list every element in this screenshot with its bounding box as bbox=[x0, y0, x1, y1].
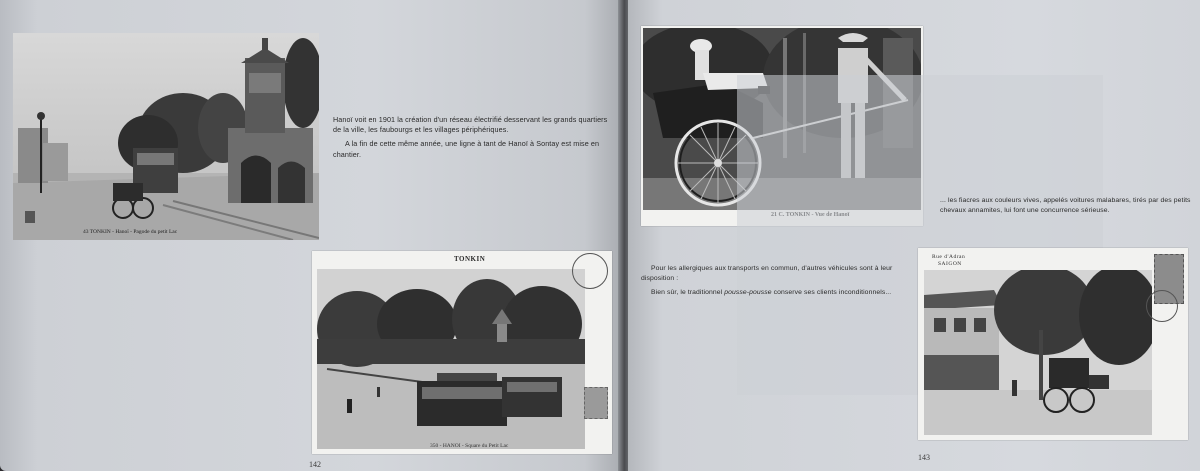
page-number: 142 bbox=[309, 460, 321, 469]
text-run-italic: pousse-pousse bbox=[724, 289, 772, 296]
paragraph bbox=[641, 288, 911, 298]
postage-stamp bbox=[584, 387, 608, 419]
photo-saigon-street bbox=[924, 270, 1152, 435]
postcard-title-line: Rue d'Adran bbox=[932, 254, 966, 260]
postmark-stamp bbox=[572, 253, 608, 289]
left-text-block bbox=[333, 115, 611, 164]
postcard-title-line: SAIGON bbox=[938, 261, 962, 267]
photo-caption: 350 - HANOI - Square du Petit Lac bbox=[430, 443, 509, 449]
text-run: conserve ses clients inconditionnels... bbox=[771, 289, 892, 296]
paragraph: A la fin de cette même année, une ligne à tant de Hanoï à Sontay est mise en chantier. bbox=[333, 139, 600, 159]
photo-pagoda-street bbox=[13, 33, 319, 240]
paragraph: Pour les allergiques aux transports en commun, d'autres véhicules sont à leur disposition : bbox=[641, 265, 893, 282]
paragraph: Hanoï voit en 1901 la création d'un réseau électrifié desservant les grands quartiers de la ville, les faubourgs et les villages périphériques. bbox=[333, 115, 608, 135]
postcard-frame bbox=[312, 251, 612, 454]
postcard-title bbox=[932, 254, 965, 268]
photo-caption: 43 TONKIN - Hanoï - Pagode du petit Lac bbox=[83, 229, 178, 235]
right-middle-text bbox=[641, 264, 911, 302]
right-page bbox=[628, 0, 1200, 471]
postmark-stamp bbox=[1146, 290, 1178, 322]
text-run: Bien sûr, le traditionnel bbox=[651, 289, 725, 296]
postcard-title: TONKIN bbox=[454, 255, 486, 263]
right-top-text: ... les fiacres aux couleurs vives, appelés voitures malabares, tirés par des petits chevaux annamites, lui font une concurrence sérieuse. bbox=[940, 197, 1191, 214]
photo-tram-square bbox=[317, 269, 585, 449]
postcard-frame bbox=[918, 248, 1188, 440]
page-number: 143 bbox=[918, 453, 930, 462]
